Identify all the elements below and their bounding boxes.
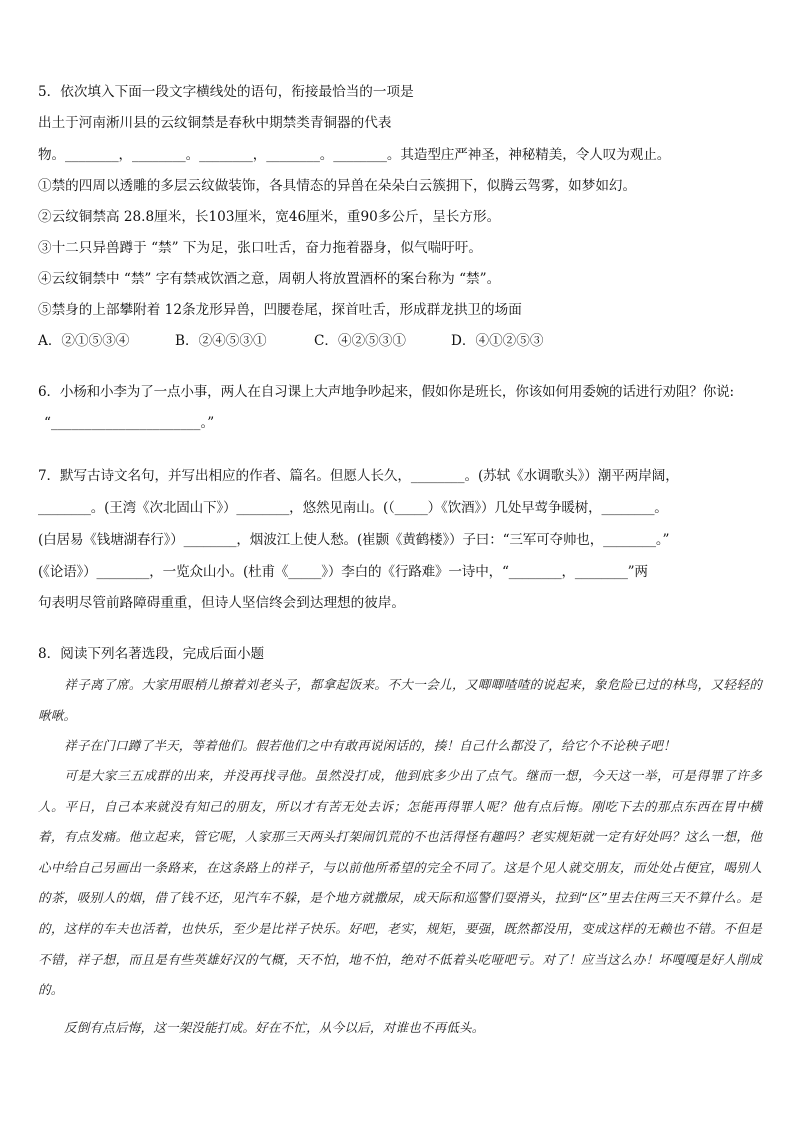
choice-d[interactable]: D．④①②⑤③ xyxy=(451,333,544,349)
q8-paragraph-2 xyxy=(38,731,762,762)
q7-line-2: ________。(王湾《次北固山下》）________，悠然见南山。(（_____）《饮酒》）几处早莺争暖树，________。 xyxy=(38,500,668,516)
choice-a[interactable]: A．②①⑤③④ xyxy=(38,333,130,349)
q5-option-4: ④云纹铜禁中 “禁” 字有禁戒饮酒之意，周朝人将放置酒杯的案台称为 “禁”。 xyxy=(38,271,501,287)
q6-stem: 6．小杨和小李为了一点小事，两人在自习课上大声地争吵起来，假如你是班长，你该如何用委婉的话进行劝阻？你说: xyxy=(38,384,734,400)
q5-option-2: ②云纹铜禁高 28.8厘米，长103厘米，宽46厘米，重90多公斤，呈长方形。 xyxy=(38,209,501,225)
q7-line-5: 句表明尽管前路障碍重重，但诗人坚信终会到达理想的彼岸。 xyxy=(38,595,406,611)
q5-passage-line-1: 出土于河南淅川县的云纹铜禁是春秋中期禁类青铜器的代表 xyxy=(38,115,392,131)
q5-passage-line-2: 物。________，________。________，________。________。其造型庄严神圣，神秘精美，令人叹为观止。 xyxy=(38,147,671,163)
q8-stem: 8．阅读下列名著选段，完成后面小题 xyxy=(38,646,265,662)
choice-b[interactable]: B．②④⑤③① xyxy=(175,333,267,349)
q8-paragraph-4 xyxy=(38,1013,762,1044)
q8-paragraph-2-text: 祥子在门口蹲了半天，等着他们。假若他们之中有敢再说闲话的，揍！自己什么都没了，给它个不论秧子吧！ xyxy=(64,738,676,753)
q8-paragraph-3-text: 可是大家三五成群的出来，并没再找寻他。虽然没打成，他到底多少出了点气。继而一想，今天这一举，可是得罪了许多人。平日，自己本来就没有知己的朋友，所以才有苦无处去诉；怎能再得罪人呢？他有点后悔。刚吃下去的那点东西在胃中横着，有点发痛。他立起来，管它呢，人家那三天两头打架闹饥荒的不也活得怪有趣吗？老实规矩就一定有好处吗？这么一想，他心中给自己另画出一条路来，在这条路上的祥子，与以前他所希望的完全不同了。这是个见人就交朋友，而处处占便宜，喝别人的茶，吸别人的烟，借了钱不还，见汽车不躲，是个地方就撒尿，成天际和巡警们耍滑头，拉到“区”里去住两三天不算什么。是的，这样的车夫也活着，也快乐，至少是比祥子快乐。好吧，老实，规矩，要强，既然都没用，变成这样的无赖也不错。不但是不错，祥子想，而且是有些英雄好汉的气概，天不怕，地不怕，绝对不低着头吃哑吧亏。对了！应当这么办！坏嘎嘎是好人削成的。 xyxy=(38,768,762,998)
q8-paragraph-3 xyxy=(38,761,762,1006)
choice-c[interactable]: C．④②⑤③① xyxy=(314,333,406,349)
q8-paragraph-1-text: 祥子离了席。大家用眼梢儿撩着刘老头子，都拿起饭来。不大一会儿，又唧唧喳喳的说起来，象危险已过的林鸟，又轻轻的啾啾。 xyxy=(38,677,762,723)
q7-line-3: (白居易《钱塘湖春行》）________，烟波江上使人愁。(崔颢《黄鹤楼》）子曰：“三军可夺帅也，________。” xyxy=(38,532,670,548)
q5-option-1: ①禁的四周以透雕的多层云纹做装饰，各具情态的异兽在朵朵白云簇拥下，似腾云驾雾，如梦如幻。 xyxy=(38,178,637,194)
q6-answer-blank[interactable]: “______________________。” xyxy=(44,415,215,431)
q5-option-3: ③十二只异兽蹲于 “禁” 下为足，张口吐舌，奋力拖着器身，似气喘吁吁。 xyxy=(38,240,482,256)
q7-line-4: (《论语》）________，一览众山小。(杜甫《_____》）李白的《行路难》一诗中，“________，________”两 xyxy=(38,564,648,580)
q7-line-1: 7．默写古诗文名句，并写出相应的作者、篇名。但愿人长久，________。(苏轼《水调歌头》）潮平两岸阔， xyxy=(38,468,679,484)
q5-stem: 5．依次填入下面一段文字横线处的语句，衔接最恰当的一项是 xyxy=(38,84,414,100)
q5-option-5: ⑤禁身的上部攀附着 12条龙形异兽，凹腰卷尾，探首吐舌，形成群龙拱卫的场面 xyxy=(38,302,522,318)
q8-paragraph-1 xyxy=(38,670,762,731)
q8-paragraph-4-text: 反倒有点后悔，这一架没能打成。好在不忙，从今以后，对谁也不再低头。 xyxy=(64,1020,485,1035)
q5-choices xyxy=(38,331,543,351)
